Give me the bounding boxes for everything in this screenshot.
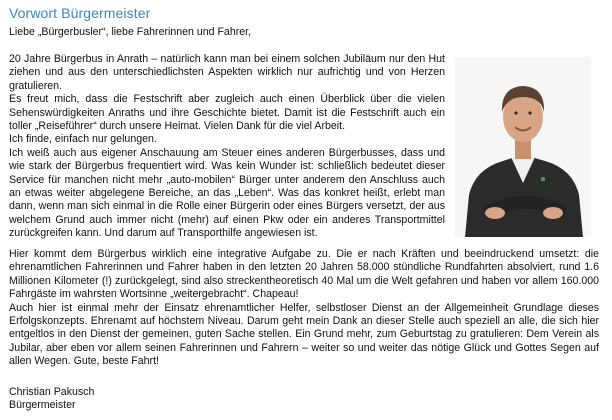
paragraph-frequentiert: Ich weiß auch aus eigener Anschauung am Steuer eines anderen Bürgerbusses, dass und wie stark der Bürgerbus frequentiert wird. Was kein Wunder ist: schließlich bedeutet dieser Service für manchen nicht mehr „auto-mobilen“ Bürger unter anderem den Anschluss auch an etwas weiter abgelegene Bereiche, an das „Leben“. Was das konkret heißt, erlebt man dann, wenn man sich einmal in die Rolle einer Bürgerin oder eines Bürgers versetzt, der aus welchem Grund auch immer nicht (mehr) auf einen Pkw oder ein anderes Transportmittel zurückgreifen kann. Und darum auf Transporthilfe angewiesen ist. [9,146,445,240]
portrait-photo-icon [455,57,591,237]
body-text [9,248,599,369]
paragraph-ehrenamt: Auch hier ist einmal mehr der Einsatz ehrenamtlicher Helfer, selbstloser Dienst an der Allgemeinheit Grundlage dieses Erfolgskonzepts. Ehrenamt auf höchstem Niveau. Darum geht mein Dank an dieser Stelle auch speziell an alle, die sich hier entgeltlos in den Dienst der gemeinen, guten Sache stellen. Ein Grund mehr, zum Geburtstag zu gratulieren: Dem Verein als Jubilar, aber eben vor allem seinen Fahrerinnen und Fahrern – weiter so und weiter das nötige Glück und Gottes Segen auf allen Wegen. Gute, beste Fahrt! [9,301,599,368]
signature-role: Bürgermeister [9,399,76,412]
greeting-line: Liebe „Bürgerbusler“, liebe Fahrerinnen und Fahrer, [9,26,252,38]
paragraph-anniversary: 20 Jahre Bürgerbus in Anrath – natürlich kann man bei einem solchen Jubiläum nur den Hut ziehen und aus den unterschiedlichsten Aspekten wirklich nur aufrichtig und von Herzen gratulieren. [9,53,445,92]
paragraph-festschrift: Es freut mich, dass die Festschrift aber zugleich auch einen Überblick über die vielen Sehenswürdigkeiten Anraths und ihre Geschichte bietet. Damit ist die Festschrift auch ein toller „Reiseführer“ durch unsere Heimat. Vielen Dank für die viel Arbeit. [9,93,445,133]
signature-name: Christian Pakusch [9,386,95,398]
paragraph-gelungen: Ich finde, einfach nur gelungen. [9,133,157,146]
page-heading: Vorwort Bürgermeister [9,5,151,21]
mayor-portrait-photo [455,57,591,237]
signature-block [9,386,94,413]
paragraph-integrative: Hier kommt dem Bürgerbus wirklich eine integrative Aufgabe zu. Die er nach Kräften und beeindruckend umsetzt: die ehrenamtlichen Fahrerinnen und Fahrer haben in den letzten 20 Jahren 58.000 stündliche Rundfahrten absolviert, rund 1.6 Millionen Kilometer (!) zurückgelegt, sind also streckentheoretisch 40 Mal um die Welt gefahren und haben vor allem 160.000 Fahrgäste im wahrsten Wortsinne „weitergebracht“. Chapeau! [9,248,599,301]
intro-text [9,53,445,241]
